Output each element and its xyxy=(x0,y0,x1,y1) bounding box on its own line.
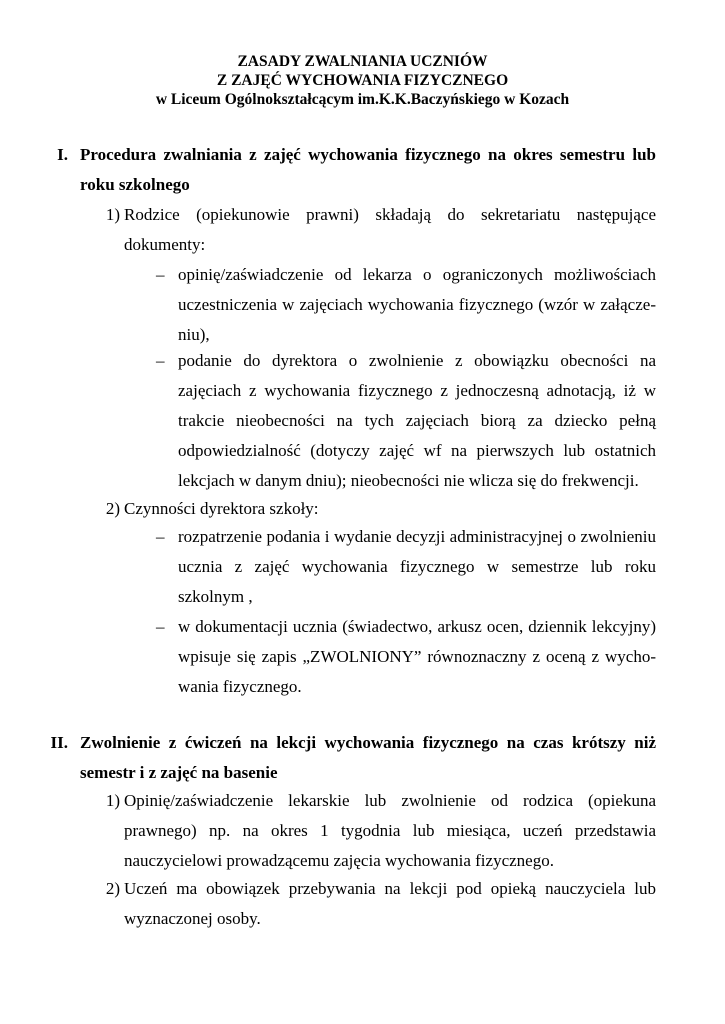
section-2-item-1-text: Opinię/zaświadczenie lekarskie lub zwolnienie od rodzica (opiekuna prawnego) np. na okres 1 tygodnia lub miesiąca, uczeń przedstawia nauczycielowi prowadzącemu zajęcia wychowania fizycznego. xyxy=(124,791,656,870)
section-1-number: I. xyxy=(57,145,68,164)
section-1-item-1-text: Rodzice (opiekunowie prawni) składają do sekretariatu następujące dokumenty: xyxy=(124,205,656,254)
title-line-2: Z ZAJĘĆ WYCHOWANIA FIZYCZNEGO xyxy=(216,72,509,89)
section-1-item-2-bullet-1: rozpatrzenie podania i wydanie decyzji administracyjnej o zwolnieniu ucznia z zajęć wychowania fizycznego w semestrze lub roku szkolnym , xyxy=(178,527,656,606)
section-2-item-1-number: 1) xyxy=(105,791,120,810)
section-2-number: II. xyxy=(50,733,68,752)
dash-marker: – xyxy=(156,265,165,284)
section-2-item-2-text: Uczeń ma obowiązek przebywania na lekcji pod opieką nauczyciela lub wyznaczonej osoby. xyxy=(124,879,656,928)
section-2-item-2-number: 2) xyxy=(105,879,120,898)
section-1-heading: Procedura zwalniania z zajęć wychowania fizycznego na okres semestru lub roku szkolnego xyxy=(80,145,656,194)
title-line-3: w Liceum Ogólnokształcącym im.K.K.Baczyńskiego w Kozach xyxy=(155,91,570,108)
section-1-item-2-text: Czynności dyrektora szkoły: xyxy=(124,499,319,518)
dash-marker: – xyxy=(156,617,165,636)
section-1-item-1-number: 1) xyxy=(105,205,120,224)
section-1-item-2-number: 2) xyxy=(105,499,120,518)
section-1-item-1-bullet-1: opinię/zaświadczenie od lekarza o ograniczonych możliwościach uczestniczenia w zajęciach wychowania fizycznego (wzór w załączeniu), xyxy=(178,265,656,344)
dash-marker: – xyxy=(156,527,165,546)
dash-marker: – xyxy=(156,351,165,370)
section-2-heading: Zwolnienie z ćwiczeń na lekcji wychowania fizycznego na czas krótszy niż semestr i z zajęć na basenie xyxy=(80,733,656,782)
section-1-item-1-bullet-2: podanie do dyrektora o zwolnienie z obowiązku obecności na zajęciach z wychowania fizycznego z jednoczesną adnotacją, iż w trakcie nieobecności na tych zajęciach biorą za dziecko pełną odpowiedzialność (dotyczy zajęć wf na pierwszych lub ostatnich lekcjach w danym dniu); nieobecności nie wlicza się do frekwencji. xyxy=(178,351,656,490)
title-line-1: ZASADY ZWALNIANIA UCZNIÓW xyxy=(237,53,488,70)
section-1-item-2-bullet-2: w dokumentacji ucznia (świadectwo, arkusz ocen, dziennik lekcyjny) wpisuje się zapis „ZWOLNIONY” równoznaczny z oceną z wychowania fizycznego. xyxy=(178,617,656,696)
